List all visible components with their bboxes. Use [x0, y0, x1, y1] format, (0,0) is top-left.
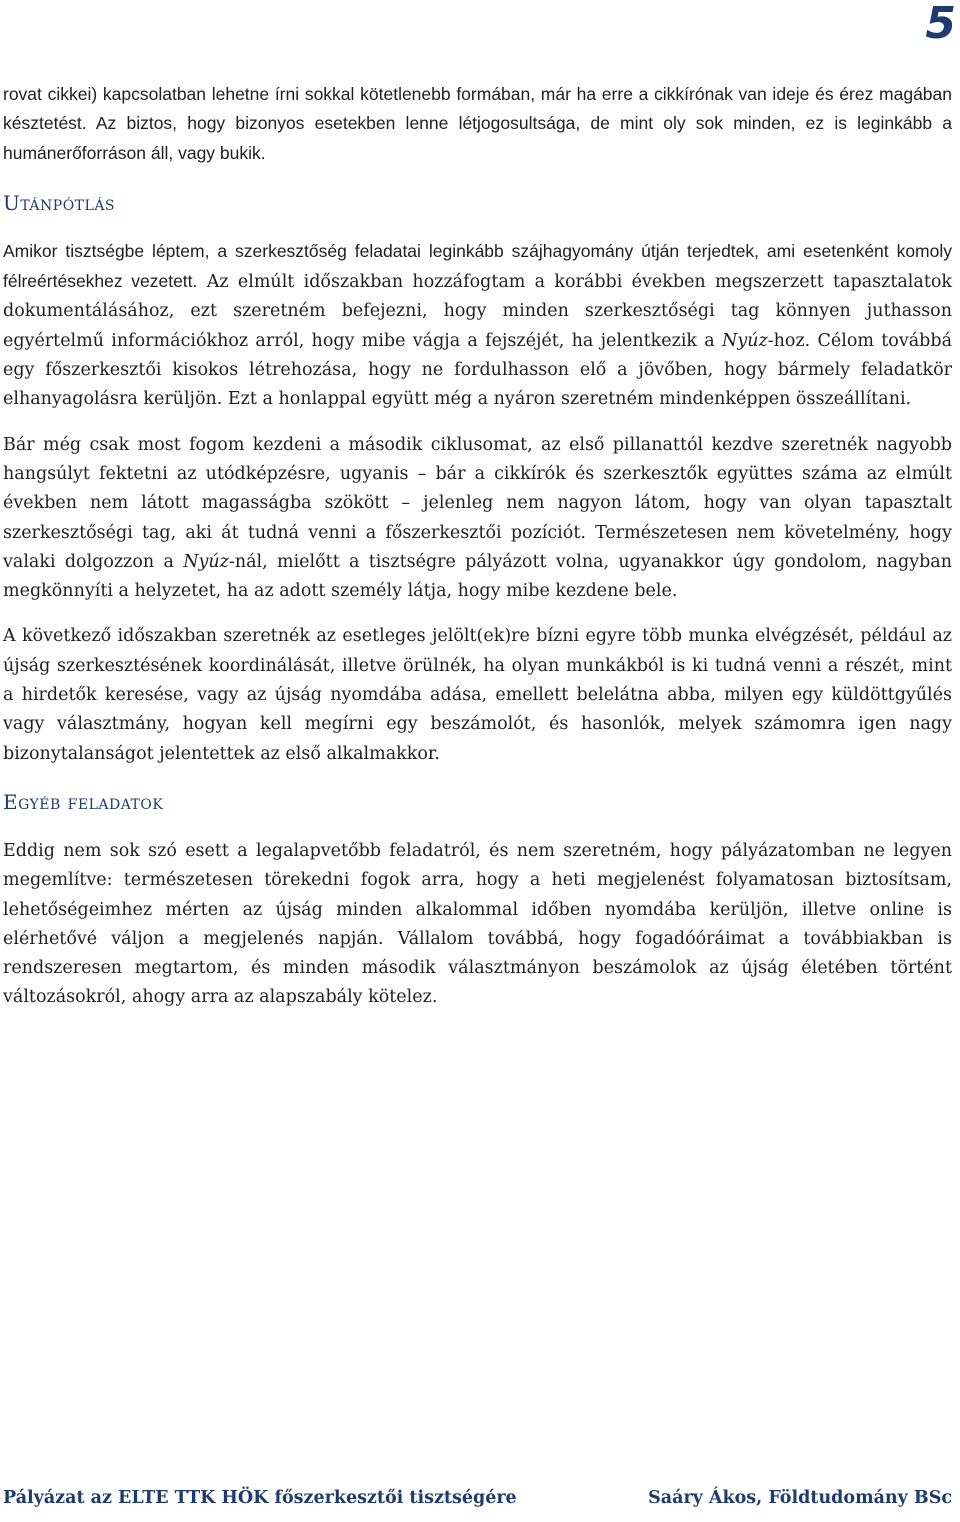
- section-heading-utanpotlas: Utánpótlás: [3, 190, 116, 215]
- paragraph-utanpotlas-3: A következő időszakban szeretnék az esetleges jelölt(ek)re bízni egyre több munka elvégzését, például az újság szerkesztésének koordinálását, illetve örülnék, ha olyan munkákból is ki tudná venni a részét, mint a hirdetők keresése, vagy az újság nyomdába adása, emellett belelátna abba, milyen egy küldöttgyűlés vagy választmány, hogyan kell megírni egy beszámolót, és hasonlók, melyek számomra igen nagy bizonytalanságot jelentettek az első alkalmakkor.: [3, 626, 952, 764]
- intro-paragraph: rovat cikkei) kapcsolatban lehetne írni sokkal kötetlenebb formában, már ha erre a cikkírónak van ideje és érez magában késztetést. Az biztos, hogy bizonyos esetekben lenne létjogosultsága, de mint oly sok minden, ez is leginkább a humánerőforráson áll, vagy bukik.: [3, 84, 952, 163]
- paragraph-text: Az elmúlt időszakban hozzáfogtam a korábbi években megszerzett tapasztalatok dokumentálásához, ezt szeretném befejezni, hogy minden szerkesztőségi tag könnyen juthasson egyértelmű információkhoz arról, hogy mibe vágja a fejszéjét, ha jelentkezik a: [3, 272, 953, 351]
- paragraph-text: -hoz. Célom továbbá egy főszerkesztői kisokos létrehozása, hogy ne fordulhasson elő a jövőben, hogy bármely feladatkör elhanyagolásra kerüljön. Ezt a honlappal együtt még a nyáron szeretném mindenképpen összeállítani.: [3, 330, 952, 410]
- page-footer: [3, 1488, 952, 1508]
- paragraph-egyeb-feladatok: Eddig nem sok szó esett a legalapvetőbb feladatról, és nem szeretném, hogy pályázatomban ne legyen megemlítve: természetesen törekedni fogok arra, hogy a heti megjelenést folyamatosan biztosítsam, lehetőségeimhez mérten az újság minden alkalommal időben nyomdába kerüljön, illetve online is elérhetővé váljon a megjelenés napján. Vállalom továbbá, hogy fogadóóráimat a továbbiakban is rendszeresen megtartom, és minden második választmányon beszámolok az újság életében történt változásokról, ahogy arra az alapszabály kötelez.: [3, 840, 952, 1008]
- document-body: [3, 80, 952, 1013]
- section-heading-egyeb-feladatok: Egyéb feladatok: [3, 789, 164, 814]
- page-number: 5: [925, 0, 956, 49]
- paragraph-utanpotlas-2: [3, 431, 952, 607]
- paragraph-sans-part: Amikor tisztségbe léptem, a szerkesztőség feladatai leginkább szájhagyomány útján terjedtek, ami esetenként komoly félreértésekhez vezetett.: [3, 240, 952, 292]
- paragraph-text: -nál, mielőtt a tisztségre pályázott volna, ugyanakkor úgy gondolom, nagyban megkönnyíti a helyzetet, ha az adott személy látja, hogy mibe kezdene bele.: [3, 551, 952, 602]
- nyuz-title: Nyúz: [183, 551, 229, 572]
- nyuz-title: Nyúz: [722, 330, 768, 351]
- paragraph-text: Bár még csak most fogom kezdeni a második ciklusomat, az első pillanattól kezdve szeretnék nagyobb hangsúlyt fektetni az utódképzésre, ugyanis – bár a cikkírók és szerkesztők együttes száma az elmúlt években nem látott magasságba szökött – jelenleg nem nagyon látom, hogy van olyan tapasztalt szerkesztőségi tag, aki át tudná venni a főszerkesztői pozíciót. Természetesen nem követelmény, hogy valaki dolgozzon a: [3, 434, 952, 572]
- paragraph-utanpotlas-1: [3, 237, 952, 415]
- footer-author: Saáry Ákos, Földtudomány BSc: [648, 1488, 952, 1508]
- footer-title: Pályázat az ELTE TTK HÖK főszerkesztői tisztségére: [3, 1488, 517, 1508]
